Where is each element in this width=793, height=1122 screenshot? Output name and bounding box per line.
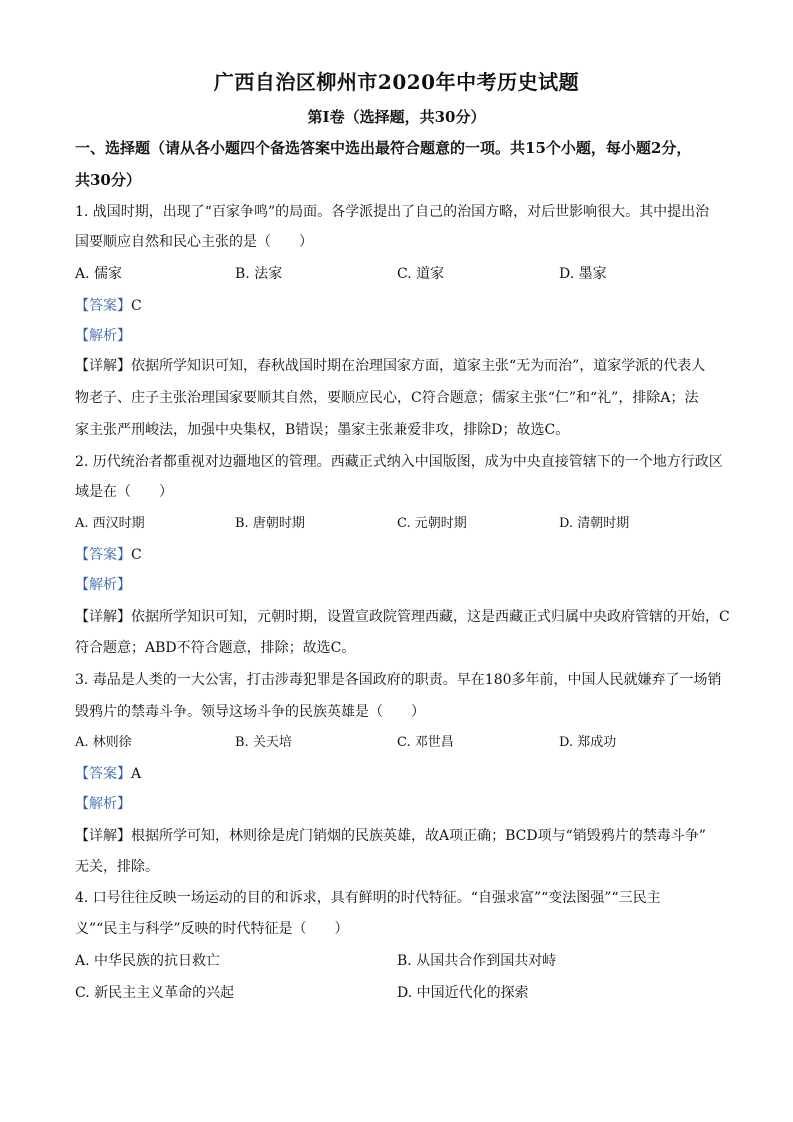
question-3-analysis-label: 【解析】 [75, 796, 131, 812]
question-1-option-b: B. 法家 [235, 266, 283, 282]
question-3-option-a: A. 林则徐 [75, 735, 132, 750]
question-3-line1: 3. 毒品是人类的一大公害，打击涉毒犯罪是各国政府的职责。早在180多年前，中国人民就嫌弃了一场销 [75, 672, 722, 688]
question-2-option-d: D. 清朝时期 [559, 516, 630, 531]
section-heading-line1: 一、选择题（请从各小题四个备选答案中选出最符合题意的一项。共15个小题，每小题2分， [75, 139, 692, 157]
question-2-detail-line1: 【详解】依据所学知识可知，元朝时期，设置宣政院管理西藏，这是西藏正式归属中央政府管辖的开始，C [75, 609, 730, 625]
question-4-option-a: A. 中华民族的抗日救亡 [75, 953, 221, 969]
question-3-detail-line2: 无关，排除。 [75, 859, 159, 875]
answer-label: 【答案】 [75, 766, 131, 782]
question-2-line2: 域是在（ ） [75, 484, 173, 500]
question-1-line2: 国要顺应自然和民心主张的是（ ） [75, 234, 313, 250]
question-2-detail-line2: 符合题意；ABD不符合题意，排除；故选C。 [75, 640, 356, 656]
question-4-line1: 4. 口号往往反映一场运动的目的和诉求，具有鲜明的时代特征。“自强求富”“变法图强”“三民主 [75, 890, 661, 906]
question-1-option-c: C. 道家 [397, 266, 445, 282]
question-3-option-d: D. 郑成功 [559, 735, 617, 750]
question-1-line1: 1. 战国时期，出现了“百家争鸣”的局面。各学派提出了自己的治国方略，对后世影响很大。其中提出治 [75, 204, 710, 220]
question-2-option-b: B. 唐朝时期 [235, 516, 305, 531]
question-2-answer [75, 545, 725, 565]
question-1-detail-line2: 物老子、庄子主张治理国家要顺其自然，要顺应民心，C符合题意；儒家主张“仁”和“礼”，排除A；法 [75, 390, 699, 406]
question-3-answer [75, 764, 725, 784]
question-3-option-b: B. 关天培 [235, 735, 292, 750]
page-title: 广西自治区柳州市2020年中考历史试题 [213, 70, 580, 94]
question-2-analysis-label: 【解析】 [75, 577, 131, 593]
question-4-line2: 义”“民主与科学”反映的时代特征是（ ） [75, 921, 349, 937]
answer-value: A [131, 766, 142, 782]
answer-value: C [131, 547, 142, 563]
question-2-option-a: A. 西汉时期 [75, 516, 145, 531]
question-4-option-d: D. 中国近代化的探索 [397, 985, 529, 1001]
question-4-option-b: B. 从国共合作到国共对峙 [397, 953, 557, 969]
question-1-detail-line3: 家主张严刑峻法，加强中央集权，B错误；墨家主张兼爱非攻，排除D；故选C。 [75, 422, 570, 438]
question-1-option-d: D. 墨家 [559, 266, 607, 282]
question-2-line1: 2. 历代统治者都重视对边疆地区的管理。西藏正式纳入中国版图，成为中央直接管辖下的一个地方行政区 [75, 454, 723, 470]
question-1-answer [75, 296, 725, 316]
section-heading-line2: 共30分） [75, 171, 141, 189]
answer-label: 【答案】 [75, 547, 131, 563]
question-4-option-c: C. 新民主主义革命的兴起 [75, 985, 235, 1001]
question-1-option-a: A. 儒家 [75, 266, 123, 282]
question-1-detail-line1: 【详解】依据所学知识可知，春秋战国时期在治理国家方面，道家主张“无为而治”，道家学派的代表人 [75, 358, 706, 374]
answer-value: C [131, 298, 142, 314]
question-1-analysis-label: 【解析】 [75, 328, 131, 344]
page-subtitle: 第Ⅰ卷（选择题，共30分） [307, 108, 486, 126]
answer-label: 【答案】 [75, 298, 131, 314]
question-3-line2: 毁鸦片的禁毒斗争。领导这场斗争的民族英雄是（ ） [75, 704, 425, 720]
question-3-detail-line1: 【详解】根据所学可知，林则徐是虎门销烟的民族英雄，故A项正确；BCD项与“销毁鸦片的禁毒斗争” [75, 828, 706, 844]
question-3-option-c: C. 邓世昌 [397, 735, 454, 750]
question-2-option-c: C. 元朝时期 [397, 516, 467, 531]
